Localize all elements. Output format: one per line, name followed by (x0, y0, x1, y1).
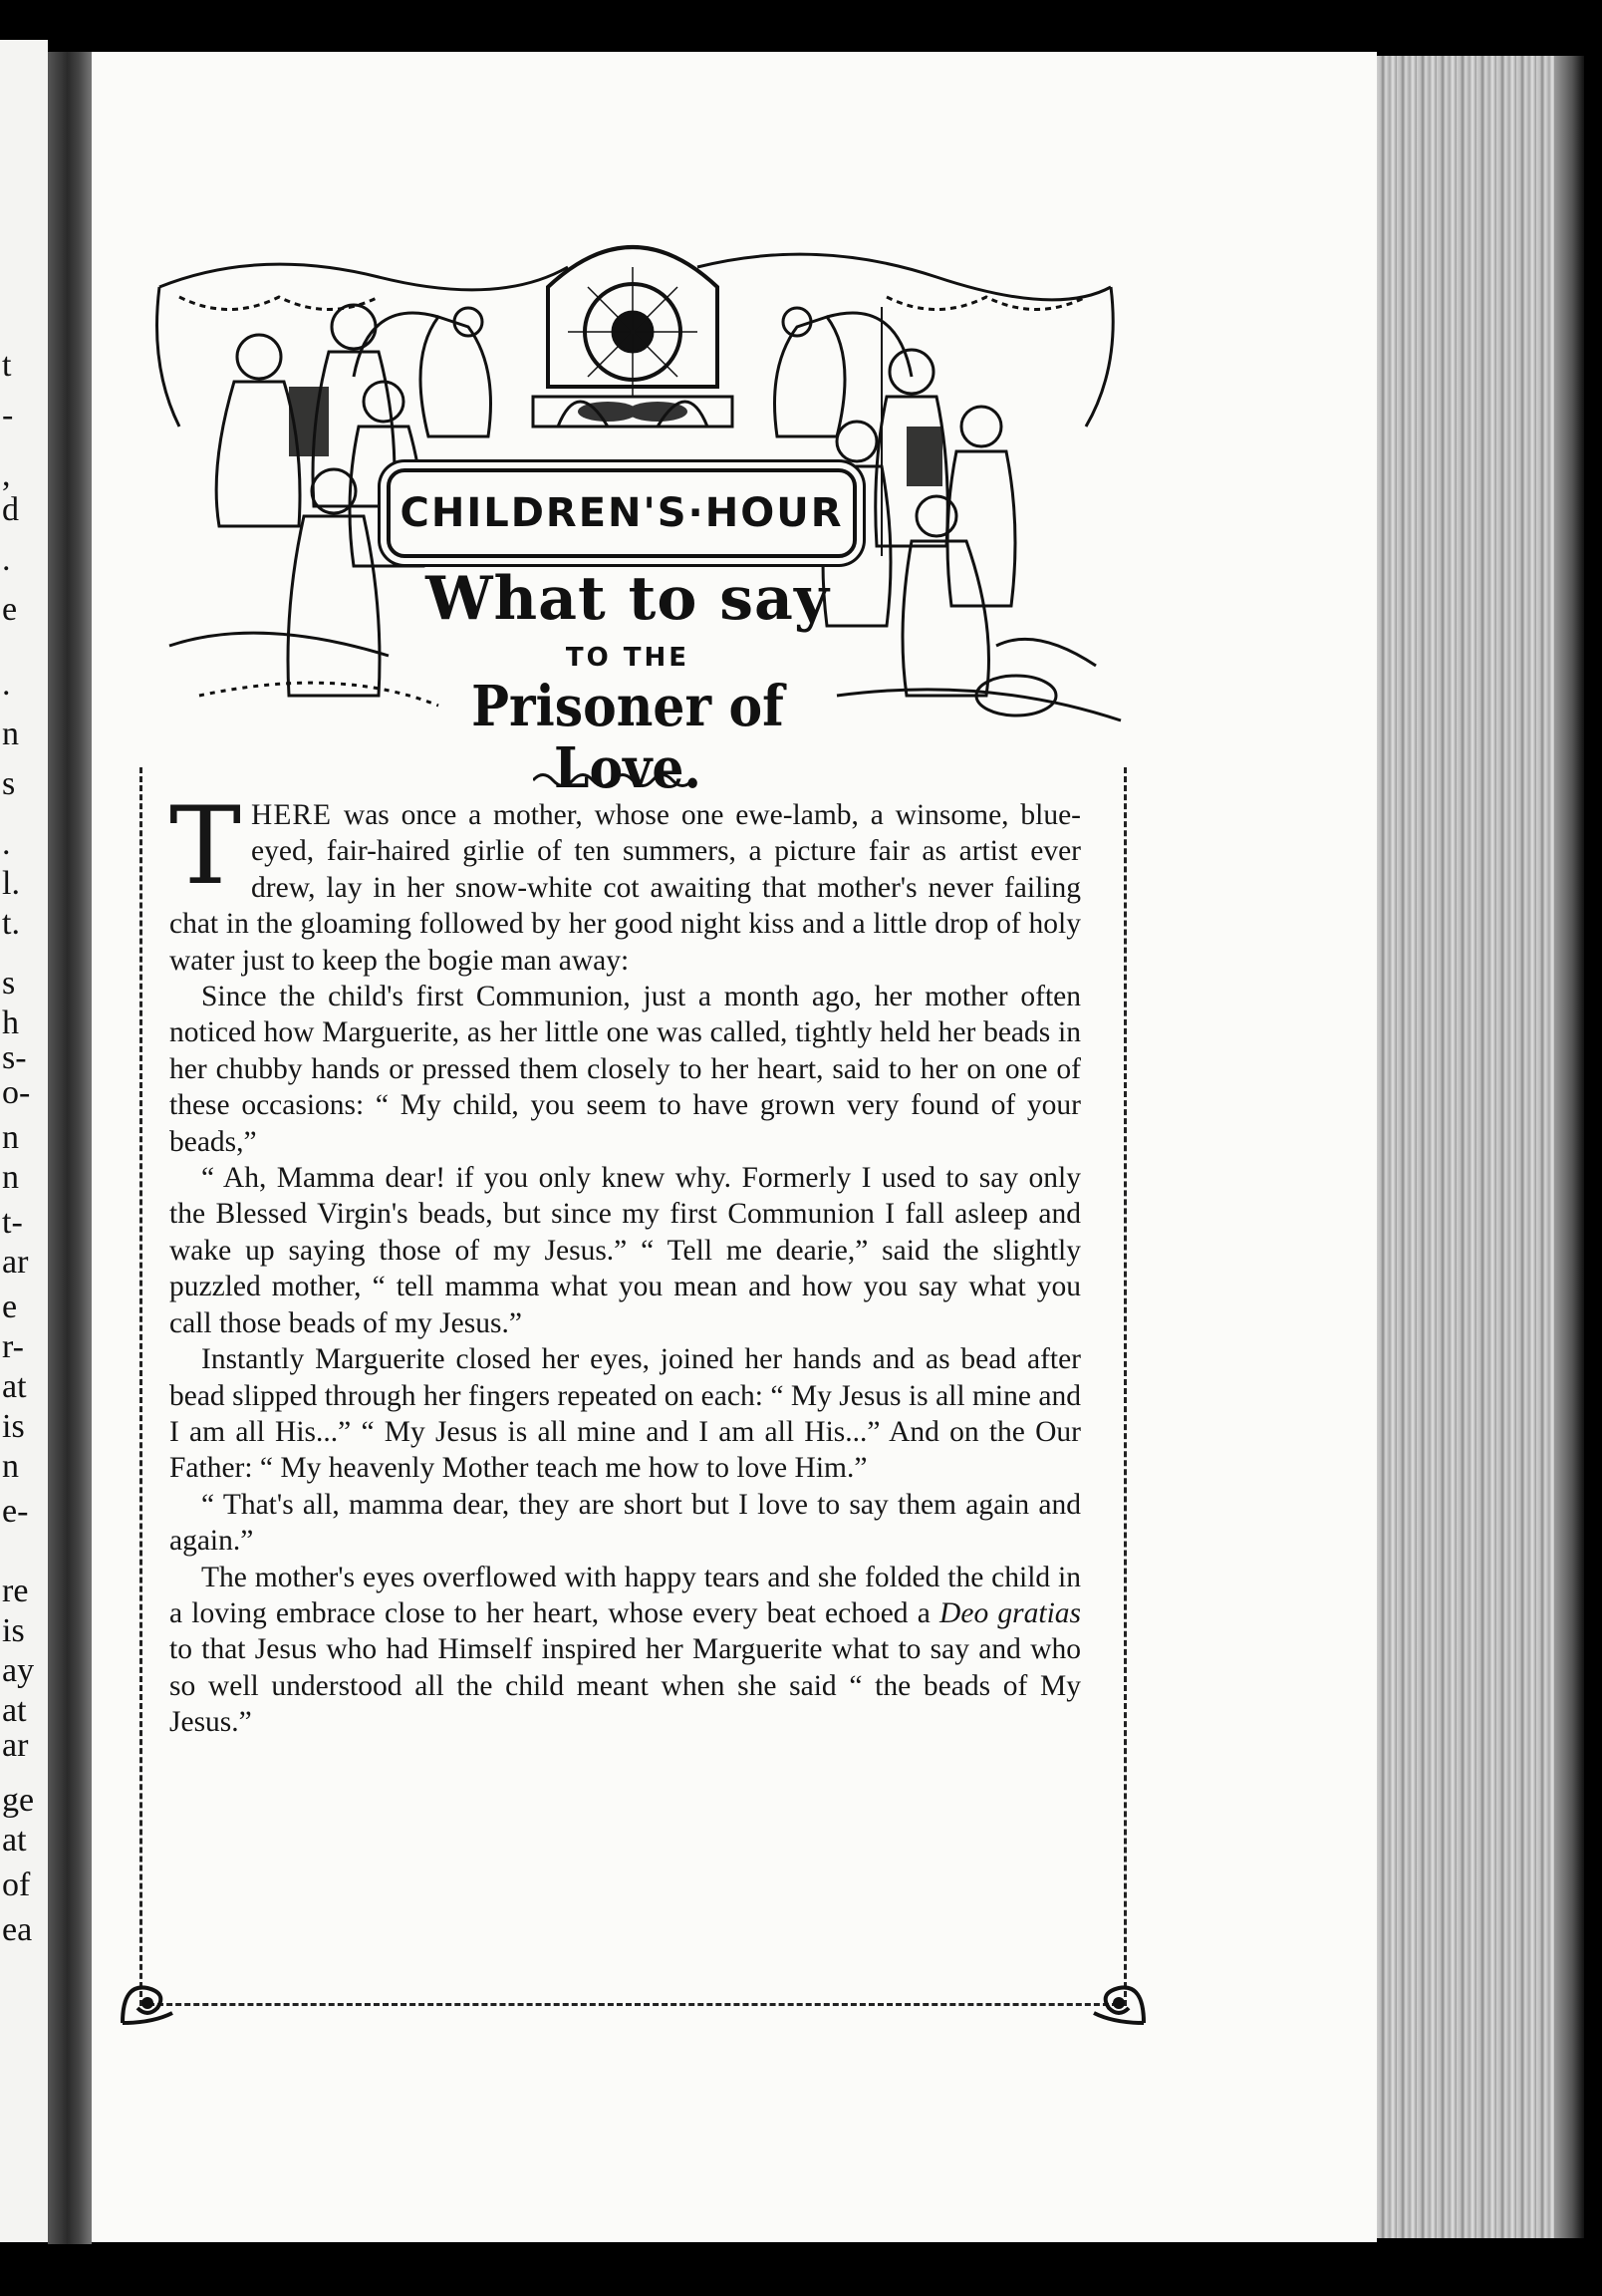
drop-cap: T (169, 784, 242, 909)
left-page-fragment: n (2, 1159, 19, 1196)
left-page-fragment: t- (2, 1204, 23, 1241)
left-page-fragment: at (2, 1822, 27, 1859)
left-page-fragment: n (2, 1119, 19, 1156)
left-page-fragment: . (2, 666, 11, 703)
paragraph-6 (169, 1560, 1081, 1741)
left-page-fragment: e (2, 1289, 18, 1325)
left-page-fragment: at (2, 1368, 27, 1405)
left-page-fragment: ge (2, 1782, 35, 1819)
title-line-1: What to say (425, 564, 830, 634)
left-page-fragment: n (2, 1448, 19, 1485)
article-body (169, 784, 1082, 1741)
left-page-fragment: o- (2, 1074, 31, 1111)
left-page-fragment: - (2, 397, 14, 433)
corner-ornament-left (113, 1963, 182, 2033)
left-page-fragment: s (2, 965, 16, 1002)
left-page-fragment: r- (2, 1328, 24, 1365)
left-page-fragment: h (2, 1004, 19, 1041)
left-page-fragment: e- (2, 1493, 29, 1530)
paragraph-1 (169, 784, 1081, 979)
left-page-fragment: t. (2, 905, 20, 942)
title-line-3: Prisoner of Love. (471, 674, 784, 801)
paragraph-6-italic: Deo gratias (939, 1596, 1082, 1629)
banner-text: CHILDREN'S·HOUR (400, 490, 844, 536)
left-page-fragment: e (2, 591, 18, 628)
left-page-fragment: re (2, 1573, 29, 1609)
title-line-2: TO THE (565, 643, 690, 673)
left-page-fragment: n (2, 716, 19, 752)
left-page-fragment: ar (2, 1727, 29, 1764)
left-page-fragment: ea (2, 1911, 33, 1948)
left-page-fragment: s (2, 765, 16, 802)
left-page-fragment: s- (2, 1039, 27, 1076)
left-page-fragment: ay (2, 1652, 35, 1689)
paragraph-3: “ Ah, Mamma dear! if you only knew why. Formerly I used to say only the Blessed Virgin's beads, but since my first Communion I fall asleep and wake up saying those of my Jesus.” “ Tell me dearie,” said the slightly puzzled mother, “ tell mamma what you mean and how you say what you call those beads of my Jesus.” (169, 1162, 1081, 1339)
left-page-fragment: t (2, 347, 12, 384)
left-page-fragment: d (2, 491, 19, 528)
article-title (399, 564, 857, 801)
paragraph-6-text-b: to that Jesus who had Himself inspired her Marguerite what to say and who so well understood all the child meant when she said “ the beads of My Jesus.” (169, 1633, 1081, 1739)
page-edges (1377, 56, 1584, 2238)
left-page-fragment: at (2, 1692, 27, 1729)
first-word: HERE (251, 799, 333, 831)
paragraph-5: “ That's all, mamma dear, they are short but I love to say them again and again.” (169, 1488, 1081, 1558)
left-page-fragment: , (2, 456, 11, 493)
left-page-fragment: ar (2, 1244, 29, 1281)
left-page-fragment: is (2, 1612, 25, 1649)
paragraph-4: Instantly Marguerite closed her eyes, joined her hands and as bead after bead slipped through her fingers repeated on each: “ My Jesus is all mine and I am all His...” “ My Jesus is all mine and I am all His...” And on the Our Father: “ My heavenly Mother teach me how to love Him.” (169, 1343, 1081, 1485)
paragraph-2: Since the child's first Communion, just a month ago, her mother often noticed how Marguerite, as her little one was called, tightly held her beads in her chubby hands or pressed them closely to her heart, said to her on one of these occasions: “ My child, you seem to have grown very found of your beads,” (169, 981, 1081, 1158)
left-page-fragment: of (2, 1866, 31, 1903)
left-page-fragment: . (2, 541, 11, 578)
left-page-fragment: is (2, 1408, 25, 1445)
left-page-fragment: . (2, 825, 11, 862)
childrens-hour-banner (387, 468, 857, 558)
corner-ornament-right (1084, 1963, 1154, 2033)
left-page-fragment: l. (2, 865, 20, 902)
paragraph-1-text: was once a mother, whose one ewe-lamb, a winsome, blue-eyed, fair-haired girlie of ten summers, a picture fair as artist ever drew, lay in her snow-white cot awaiting that mother's never failing chat in the gloaming followed by her good night kiss and a little drop of holy water just to keep the bogie man away: (169, 799, 1081, 977)
book-gutter (48, 52, 92, 2244)
adjacent-left-page (0, 40, 48, 2242)
paragraph-6-text-a: The mother's eyes overflowed with happy tears and she folded the child in a loving embrace close to her heart, whose every beat echoed a (169, 1561, 1081, 1629)
